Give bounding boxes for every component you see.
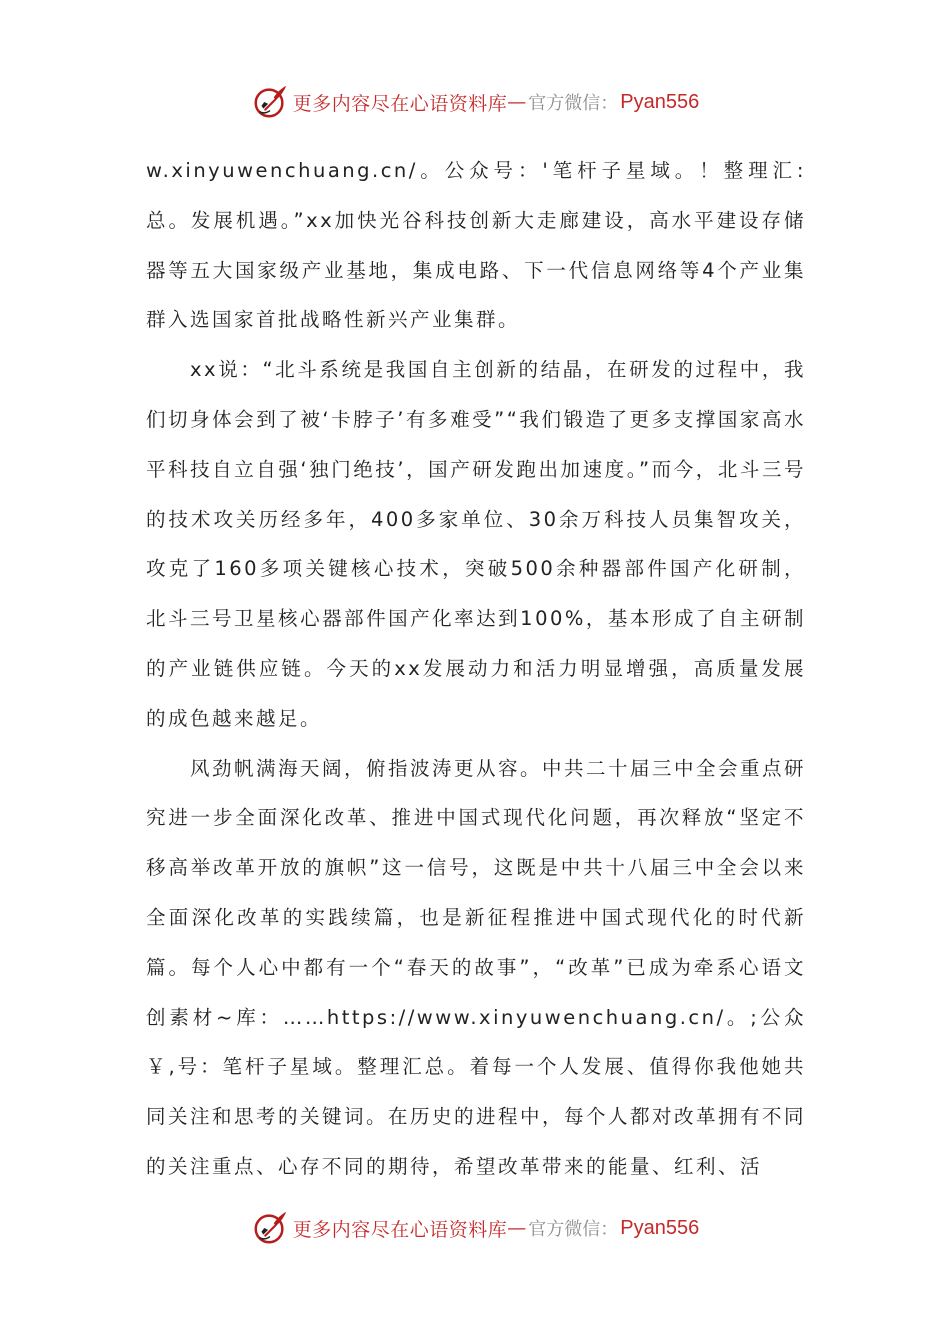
watermark-text: 更多内容尽在心语资料库 — [292, 92, 508, 115]
header-watermark — [0, 82, 950, 122]
paragraph-2: xx说：“北斗系统是我国自主创新的结晶，在研发的过程中，我们切身体会到了被‘卡脖子’有多难受”“我们锻造了更多支撑国家高水平科技自立自强‘独门绝技’，国产研发跑出加速度。”而今，北斗三号的技术攻关历经多年，400多家单位、30余万科技人员集智攻关，攻克了160多项关键核心技术，突破500余种器部件国产化研制，北斗三号卫星核心器部件国产化率达到100%，基本形成了自主研制的产业链供应链。今天的xx发展动力和活力明显增强，高质量发展的成色越来越足。 — [146, 358, 806, 730]
watermark-dash: — — [507, 1217, 527, 1239]
document-body — [146, 146, 806, 1192]
paragraph-1: w.xinyuwenchuang.cn/。公众号：'笔杆子星域。！整理汇:总。发展机遇。”xx加快光谷科技创新大走廊建设，高水平建设存储器等五大国家级产业基地，集成电路、下一代信息网络等4个产业集群入选国家首批战略性新兴产业集群。 — [146, 159, 806, 332]
watermark-dash: — — [507, 91, 527, 113]
watermark-wechat-label: 官方微信： — [528, 93, 619, 114]
quill-logo-icon — [251, 83, 289, 121]
watermark-wechat-id: Pyan556 — [620, 90, 700, 113]
paragraph-3: 风劲帆满海天阔，俯指波涛更从容。中共二十届三中全会重点研究进一步全面深化改革、推进中国式现代化问题，再次释放“坚定不移高举改革开放的旗帜”这一信号，这既是中共十八届三中全会以来全面深化改革的实践续篇，也是新征程推进中国式现代化的时代新篇。每个人心中都有一个“春天的故事”，“改革”已成为牵系心语文创素材~库：……https://www.xinyuwenchuang.cn/。;公众￥,号：笔杆子星域。整理汇总。着每一个人发展、值得你我他她共同关注和思考的关键词。在历史的进程中，每个人都对改革拥有不同的关注重点、心存不同的期待，希望改革带来的能量、红利、活 — [146, 756, 807, 1178]
watermark-text: 更多内容尽在心语资料库 — [292, 1218, 508, 1241]
quill-logo-icon — [251, 1209, 289, 1247]
watermark-wechat-id: Pyan556 — [620, 1216, 700, 1239]
watermark-wechat-label: 官方微信： — [528, 1219, 619, 1240]
footer-watermark — [0, 1208, 950, 1248]
